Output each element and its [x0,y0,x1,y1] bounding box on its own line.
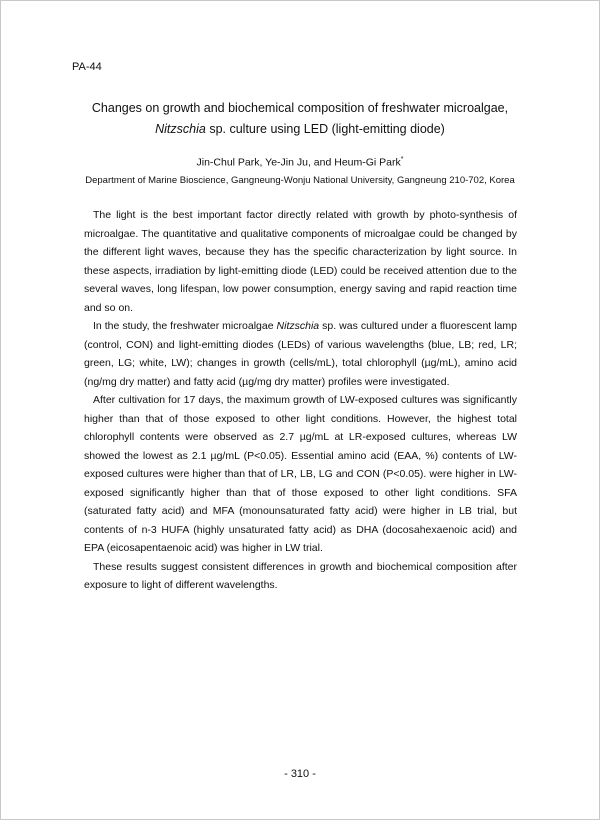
author-list [60,156,540,169]
paragraph-1: The light is the best important factor directly related with growth by photo-synthesis of microalgae. The quantitative and qualitative components of microalgae could be changed by the different light waves, because they has the specific characterization by light source. In these aspects, irradiation by light-emitting diode (LED) could be received attention due to the several waves, long lifespan, low power consumption, energy saving and rapid reaction time and so on. [84,209,517,314]
title-line-2-rest: sp. culture using LED (light-emitting diode) [205,122,445,136]
abstract-body [84,206,517,595]
paragraph-2-end: sp. was cultured under a fluorescent lamp (control, CON) and light-emitting diodes (LEDs) of various wavelengths (blue, LB; red, LR; green, LG; white, LW); changes in growth (cells/mL), total chlorophyll (µg/mL), amino acid (ng/mg dry matter) and fatty acid (µg/mg dry matter) profiles were investigated. [84,320,517,388]
paragraph-3: After cultivation for 17 days, the maximum growth of LW-exposed cultures was significantly higher than that of those exposed to other light conditions. However, the highest total chlorophyll contents were observed as 2.7 µg/mL at LR-exposed cultures, whereas LW showed the lowest as 2.1 µg/mL (P<0.05). Essential amino acid (EAA, %) contents of LW-exposed cultures were higher than that of LR, LB, LG and CON (P<0.05). were higher in LW-exposed significantly higher than that of those exposed to other light conditions. SFA (saturated fatty acid) and MFA (monounsaturated fatty acid) were higher in LB trial, but contents of n-3 HUFA (highly unsaturated fatty acid) as DHA (docosahexaenoic acid) and EPA (eicosapentaenoic acid) was higher in LW trial. [84,394,517,554]
title-line-2 [60,119,540,140]
paragraph-4: These results suggest consistent differences in growth and biochemical composition after exposure to light of different wavelengths. [84,560,517,591]
paper-title [60,98,540,140]
author-names: Jin-Chul Park, Ye-Jin Ju, and Heum-Gi Park [196,156,401,169]
page-number: - 310 - [284,768,316,780]
abstract-code: PA-44 [72,61,102,73]
paragraph-2-start: In the study, the freshwater microalgae [93,320,277,332]
paragraph-2-genus: Nitzschia [276,320,320,332]
paragraph-2 [84,317,517,391]
corresponding-author-mark: * [400,156,404,163]
affiliation: Department of Marine Bioscience, Gangneung-Wonju National University, Gangneung 210-702, Korea [85,175,515,186]
title-line-1: Changes on growth and biochemical composition of freshwater microalgae, [91,101,509,115]
title-genus: Nitzschia [155,122,206,136]
